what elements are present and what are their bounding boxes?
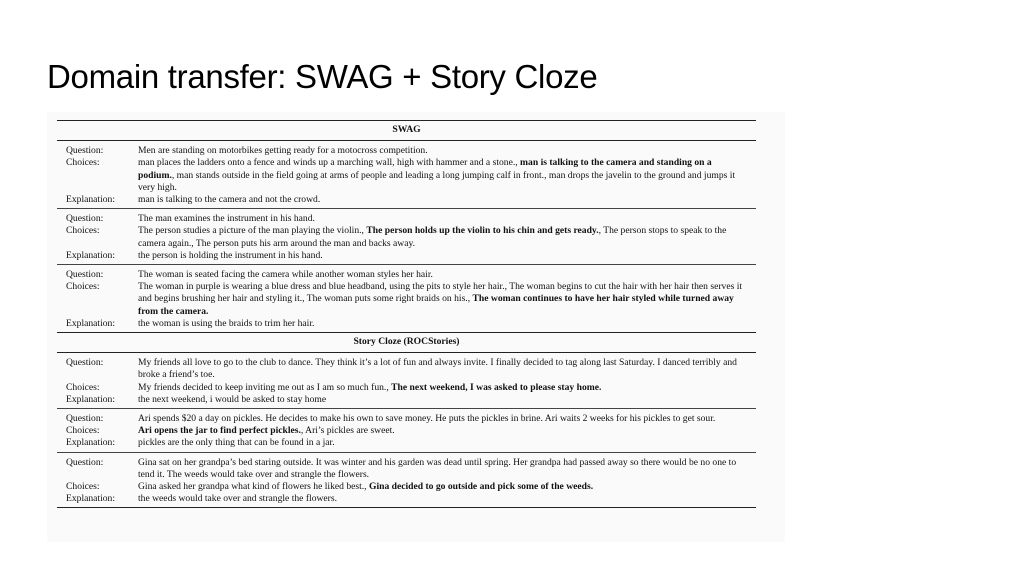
choices-label: Choices:: [66, 425, 100, 437]
choices-label: Choices:: [66, 381, 100, 393]
question-text: Ari spends $20 a day on pickles. He decides to make his own to save money. He puts the pickles in brine. Ari waits 2 weeks for his pickles to get sour.: [138, 413, 716, 425]
explanation-label: Explanation:: [66, 317, 116, 329]
question-label: Question:: [66, 145, 104, 157]
explanation-text: man is talking to the camera and not the crowd.: [138, 194, 321, 206]
explanation-label: Explanation:: [66, 249, 116, 261]
explanation-text: pickles are the only thing that can be found in a jar.: [138, 437, 335, 449]
table-figure: [47, 112, 785, 542]
question-label: Question:: [66, 213, 104, 225]
explanation-label: Explanation:: [66, 194, 116, 206]
choice-segment: man places the ladders onto a fence and winds up a marching wall, high with hammer and a stone.,: [138, 157, 521, 169]
slide-title: Domain transfer: SWAG + Story Cloze: [47, 58, 598, 95]
correct-choice: man is talking to the camera and standing on a podium.: [138, 157, 712, 181]
question-text: The woman is seated facing the camera while another woman styles her hair.: [138, 269, 433, 281]
explanation-text: the weeds would take over and strangle the flowers.: [138, 493, 338, 505]
explanation-label: Explanation:: [66, 437, 116, 449]
question-label: Question:: [66, 413, 104, 425]
correct-choice: Gina decided to go outside and pick some of the weeds.: [368, 481, 594, 493]
correct-choice: The woman continues to have her hair styled while turned away from the camera.: [138, 293, 734, 317]
examples-table: [57, 120, 756, 508]
example-block: [57, 409, 756, 453]
example-block: [57, 209, 756, 265]
choice-segment: , Ari’s pickles are sweet.: [300, 425, 395, 437]
explanation-label: Explanation:: [66, 393, 116, 405]
choices-text: [138, 425, 756, 437]
correct-choice: Ari opens the jar to find perfect pickles.: [138, 425, 301, 437]
choice-segment: The woman in purple is wearing a blue dress and blue headband, using the pits to style her hair., The woman begins to cut the hair with her hair then serves it and begins brushing her hair and styling it., The woman puts some right braids on his.,: [138, 281, 743, 305]
choices-label: Choices:: [66, 225, 100, 237]
question-text: Men are standing on motorbikes getting ready for a motocross competition.: [138, 145, 428, 157]
correct-choice: The next weekend, I was asked to please stay home.: [391, 381, 602, 393]
choice-segment: The person studies a picture of the man playing the violin.,: [138, 225, 367, 237]
example-block: [57, 265, 756, 332]
choices-label: Choices:: [66, 157, 100, 169]
example-block: [57, 141, 756, 209]
explanation-text: the woman is using the braids to trim her hair.: [138, 317, 315, 329]
choice-segment: , The person stops to speak to the camera again., The person puts his arm around the man and backs away.: [138, 225, 727, 249]
section-heading: SWAG: [57, 121, 756, 141]
question-label: Question:: [66, 269, 104, 281]
explanation-text: the person is holding the instrument in his hand.: [138, 249, 323, 261]
choices-label: Choices:: [66, 281, 100, 293]
question-text: My friends all love to go to the club to dance. They think it’s a lot of fun and always invite. I finally decided to tag along last Saturday. I danced terribly and broke a friend’s toe.: [138, 357, 737, 381]
choices-text: [138, 382, 756, 394]
correct-choice: The person holds up the violin to his chin and gets ready.: [366, 225, 599, 237]
question-label: Question:: [66, 357, 104, 369]
choices-label: Choices:: [66, 481, 100, 493]
question-text: The man examines the instrument in his hand.: [138, 213, 315, 225]
explanation-text: the next weekend, i would be asked to stay home: [138, 393, 327, 405]
example-block: [57, 453, 756, 508]
question-text: Gina sat on her grandpa’s bed staring outside. It was winter and his garden was dead until spring. Her grandpa had passed away so there would be no one to tend it. The weeds would take over and strangle the flowers.: [138, 456, 737, 480]
example-block: [57, 353, 756, 409]
choices-text: [138, 225, 756, 249]
choices-text: [138, 157, 756, 194]
choices-text: [138, 481, 756, 493]
choice-segment: , man stands outside in the field going at arms of people and leading a long jumping calf in front., man drops the javelin to the ground and jumps it very high.: [138, 169, 736, 193]
choice-segment: Gina asked her grandpa what kind of flowers he liked best.,: [138, 481, 369, 493]
explanation-label: Explanation:: [66, 493, 116, 505]
choice-segment: My friends decided to keep inviting me out as I am so much fun.,: [138, 381, 392, 393]
question-label: Question:: [66, 456, 104, 468]
section-heading: Story Cloze (ROCStories): [57, 332, 756, 353]
choices-text: [138, 281, 756, 318]
